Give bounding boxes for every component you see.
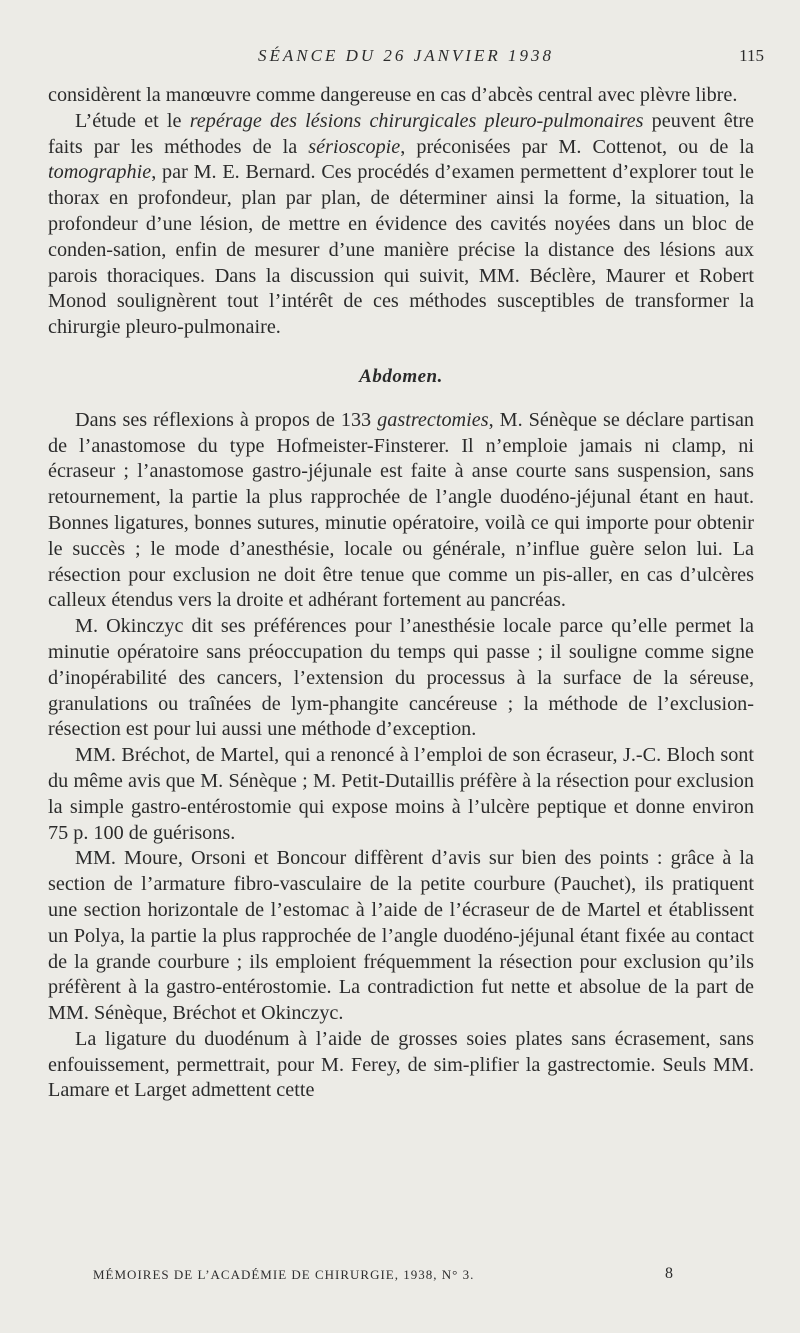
italic-phrase: repérage des lésions chirurgicales pleuro-pulmonaires [189, 109, 644, 132]
text-run: L’étude et le [75, 109, 182, 132]
text-run: peuvent être faits par les méthodes de la [48, 109, 755, 158]
running-head: SÉANCE DU 26 JANVIER 1938 [258, 46, 554, 65]
paragraph: considèrent la manœuvre comme dangereuse en cas d’abcès central avec plèvre libre. [48, 84, 738, 106]
paragraph: MM. Moure, Orsoni et Boncour diffèrent d’avis sur bien des points : grâce à la section de l’armature fibro-vasculaire de la petite courbure (Pauchet), ils pratiquent une section horizontale de l’estomac à l’aide de l’écraseur de de Martel et établissent un Polya, la partie la plus rapprochée de l’angle duodéno-jéjunal étant fixée au contact de la grande courbure ; ils emploient fréquemment la résection pour exclusion qu’ils préfèrent à la gastro-entérostomie. La contradiction fut nette et absolue de la part de MM. Sénèque, Bréchot et Okinczyc. [48, 847, 754, 1025]
paragraph: M. Okinczyc dit ses préférences pour l’anesthésie locale parce qu’elle permet la minutie opératoire sans préoccupation du temps qui passe ; il souligne comme signe d’inopérabilité des cancers, l’extension du processus à la surface de la séreuse, granulations ou traînées de lym-phangite cancéreuse ; la méthode de l’exclusion-résection est pour lui aussi une méthode d’exception. [48, 615, 754, 741]
paragraph: MM. Bréchot, de Martel, qui a renoncé à l’emploi de son écraseur, J.-C. Bloch sont du même avis que M. Sénèque ; M. Petit-Dutaillis préfère à la résection pour exclusion la simple gastro-entérostomie qui expose moins à l’ulcère peptique et donne environ 75 p. 100 de guérisons. [48, 744, 754, 844]
page-number: 115 [739, 46, 764, 65]
italic-phrase: sérioscopie [308, 135, 401, 158]
section-heading: Abdomen. [359, 365, 443, 387]
paragraph [48, 408, 754, 614]
page-footer [93, 1267, 673, 1289]
text-run: , par M. E. Bernard. Ces procédés d’examen permettent d’explorer tout le thorax en profondeur, plan par plan, de déterminer ainsi la forme, la situation, la profondeur d’une lésion, de mettre en évidence des cavités noyées dans un bloc de conden-sation, enfin de mesurer d’une manière précise la distance des lésions aux parois thoraciques. Dans la discussion qui suivit, MM. Béclère, Maurer et Robert Monod soulignèrent tout l’intérêt de ces méthodes susceptibles de transformer la chirurgie pleuro-pulmonaire. [48, 161, 754, 339]
paragraph: La ligature du duodénum à l’aide de grosses soies plates sans écrasement, sans enfouissement, permettrait, pour M. Ferey, de sim-plifier la gastrectomie. Seuls MM. Lamare et Larget admettent cette [48, 1027, 754, 1102]
italic-phrase: gastrectomies [377, 408, 489, 431]
text-run: , préconisées par M. Cottenot, ou de la [400, 135, 755, 158]
italic-phrase: tomographie [48, 161, 152, 184]
journal-line: MÉMOIRES DE L’ACADÉMIE DE CHIRURGIE, 1938, N° 3. [93, 1267, 475, 1282]
page-header [48, 46, 764, 72]
body-text [48, 83, 754, 1104]
text-run: , M. Sénèque se déclare partisan de l’anastomose du type Hofmeister-Finsterer. Il n’emploie jamais ni clamp, ni écraseur ; l’anastomose gastro-jéjunale est faite à anse courte sans suspension, sans retournement, la partie la plus rapprochée de l’angle duodéno-jéjunal étant en haut. Bonnes ligatures, bonnes sutures, minutie opératoire, voilà ce qui importe pour obtenir le succès ; le mode d’anesthésie, locale ou générale, n’influe guère selon lui. La résection pour exclusion ne doit être tenue que comme un pis-aller, en cas d’ulcères calleux étendus vers la droite et adhérant fortement au pancréas. [48, 408, 755, 612]
paragraph [48, 109, 754, 341]
text-run: Dans ses réflexions à propos de 133 [75, 408, 372, 431]
signature-number: 8 [665, 1265, 673, 1282]
